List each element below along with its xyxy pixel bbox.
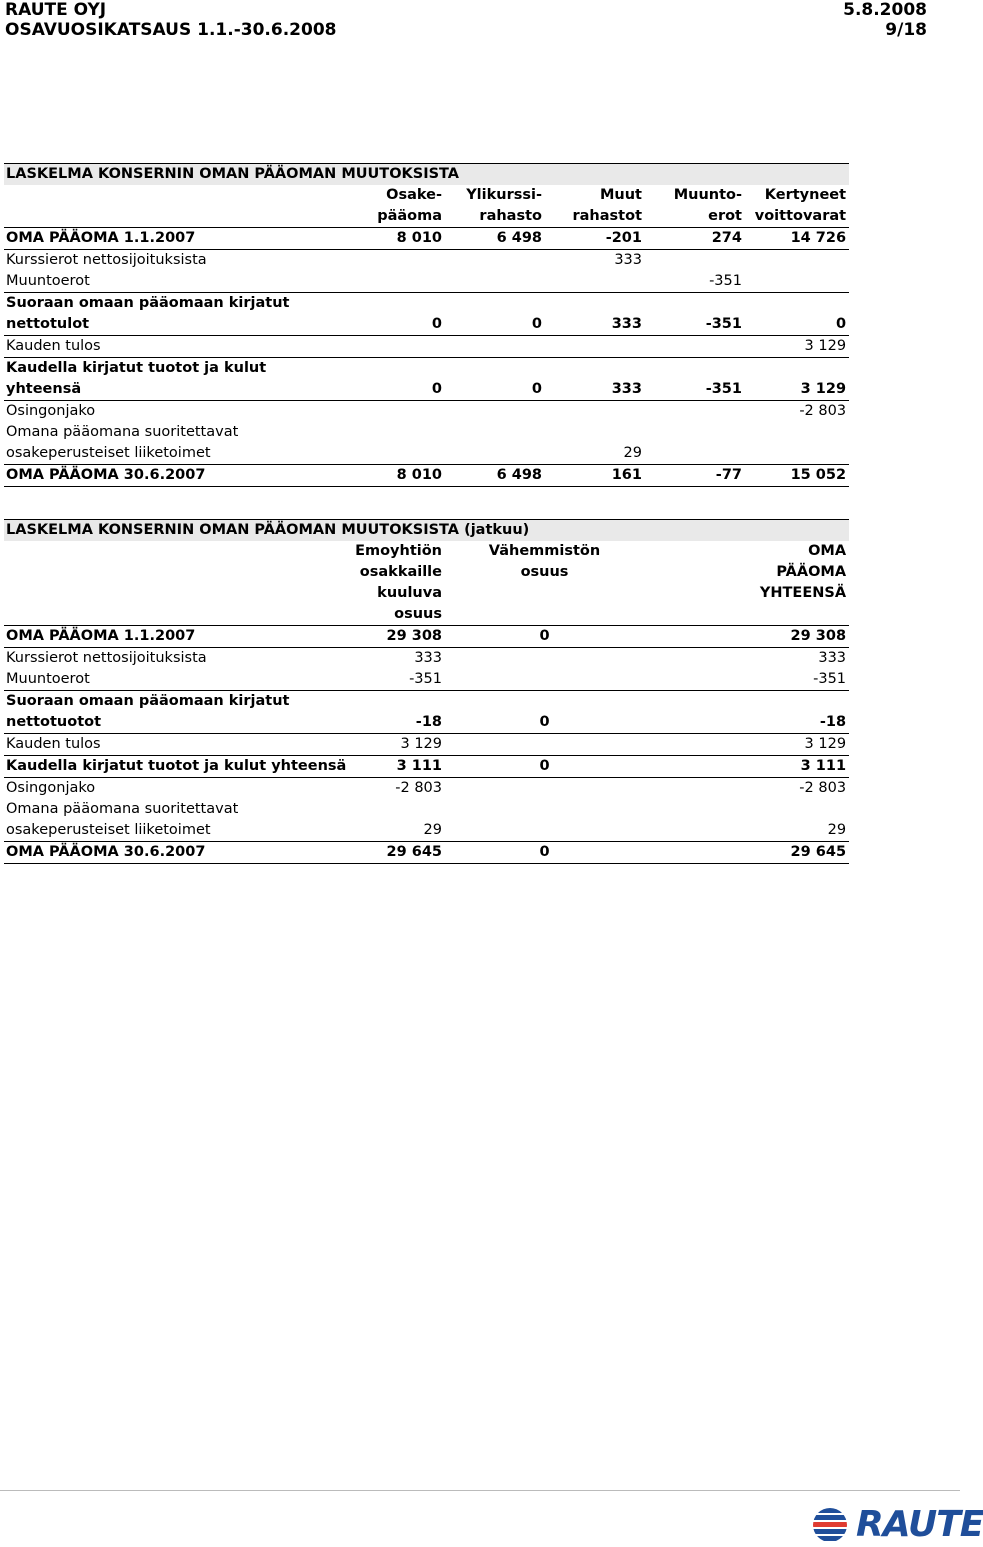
table-cell: -351 — [645, 314, 745, 336]
column-header: PÄÄOMA — [776, 564, 847, 580]
table-cell: -2 803 — [799, 780, 847, 796]
table-cell — [445, 336, 545, 358]
table-cell: 333 — [818, 650, 847, 666]
table-title: LASKELMA KONSERNIN OMAN PÄÄOMAN MUUTOKSISTA (jatkuu) — [4, 520, 849, 542]
row-label: Kurssierot nettosijoituksista — [6, 252, 207, 268]
column-header: erot — [708, 208, 742, 224]
column-header: YHTEENSÄ — [759, 585, 847, 601]
row-label: Muuntoerot — [4, 669, 344, 691]
table-cell — [645, 443, 745, 465]
table-cell — [344, 336, 445, 358]
column-header: pääoma — [377, 208, 442, 224]
table-cell: -201 — [545, 228, 645, 250]
column-header: rahasto — [479, 208, 542, 224]
table-row — [4, 379, 849, 401]
table-cell: 274 — [645, 228, 745, 250]
table-cell: -2 803 — [799, 403, 847, 419]
logo-text: RAUTE — [856, 1504, 983, 1545]
table-cell: 3 129 — [645, 734, 849, 756]
column-header-row — [4, 185, 849, 206]
table-row — [4, 228, 849, 250]
column-header: Ylikurssi- — [466, 187, 542, 203]
table-cell — [445, 778, 645, 800]
table-row — [4, 669, 849, 691]
row-label: Muuntoerot — [4, 271, 344, 293]
table-row — [4, 734, 849, 756]
table-title: LASKELMA KONSERNIN OMAN PÄÄOMAN MUUTOKSISTA — [4, 164, 849, 186]
table-cell — [344, 271, 445, 293]
report-title: OSAVUOSIKATSAUS 1.1.-30.6.2008 — [5, 20, 337, 40]
row-label: Suoraan omaan pääomaan kirjatut — [6, 295, 290, 311]
table-cell: 3 129 — [745, 336, 849, 358]
table-cell — [645, 250, 745, 272]
row-label: OMA PÄÄOMA 30.6.2007 — [4, 842, 344, 864]
row-label: Kaudella kirjatut tuotot ja kulut yhteensä — [4, 756, 344, 778]
table-cell: 29 — [344, 820, 445, 842]
row-label: osakeperusteiset liiketoimet — [4, 820, 344, 842]
row-label: Osingonjako — [6, 403, 96, 419]
table-row — [4, 756, 849, 778]
table-cell: 29 645 — [344, 842, 445, 864]
table-cell: 0 — [445, 626, 645, 648]
column-header: rahastot — [572, 208, 642, 224]
table-cell — [344, 443, 445, 465]
column-header: Kertyneet — [764, 187, 847, 203]
column-header-row — [4, 604, 849, 626]
table-cell: 3 129 — [344, 734, 445, 756]
table-cell: 333 — [614, 252, 642, 268]
table-row — [4, 336, 849, 358]
table-cell — [645, 336, 745, 358]
table-cell: -351 — [645, 669, 849, 691]
table-cell: 333 — [545, 314, 645, 336]
table-cell: 3 111 — [645, 756, 849, 778]
table-cell — [545, 271, 645, 293]
row-label: Kauden tulos — [4, 734, 344, 756]
table-cell: 3 111 — [344, 756, 445, 778]
table-cell — [344, 401, 445, 423]
table-cell — [745, 250, 849, 272]
table-cell — [445, 734, 645, 756]
table-cell: 29 308 — [645, 626, 849, 648]
row-label: OMA PÄÄOMA 30.6.2007 — [4, 465, 344, 487]
table-cell: -351 — [645, 379, 745, 401]
row-label: nettotulot — [4, 314, 344, 336]
table-row — [4, 250, 849, 272]
table-row — [4, 626, 849, 648]
column-header-row — [4, 583, 849, 604]
raute-logo — [808, 1504, 983, 1545]
table-cell: 29 — [645, 820, 849, 842]
table-cell — [545, 336, 645, 358]
column-header: kuuluva — [377, 585, 442, 601]
column-header: Vähemmistön — [488, 543, 601, 559]
page-number: 9/18 — [885, 20, 927, 40]
table-cell: 29 645 — [645, 842, 849, 864]
table-cell: 29 308 — [344, 626, 445, 648]
table-row — [4, 648, 849, 670]
table-cell: 0 — [445, 842, 645, 864]
equity-changes-table — [4, 163, 849, 487]
table-cell — [445, 271, 545, 293]
report-date: 5.8.2008 — [843, 0, 927, 20]
table-cell: 8 010 — [344, 228, 445, 250]
footer-divider — [0, 1490, 960, 1491]
column-header: Osake- — [386, 187, 442, 203]
raute-globe-icon — [810, 1505, 850, 1545]
row-label: osakeperusteiset liiketoimet — [4, 443, 344, 465]
table-cell: -77 — [645, 465, 745, 487]
column-header: Muut — [599, 187, 642, 203]
table-cell: 333 — [545, 379, 645, 401]
table-cell — [745, 271, 849, 293]
table-cell — [745, 443, 849, 465]
table-cell: 0 — [344, 314, 445, 336]
table-cell: 0 — [445, 314, 545, 336]
table-row — [4, 358, 849, 380]
table-cell — [344, 250, 445, 272]
table-title-row — [4, 164, 849, 186]
table-cell: 161 — [545, 465, 645, 487]
row-label: nettotuotot — [4, 712, 344, 734]
table-row — [4, 401, 849, 423]
table-cell — [445, 443, 545, 465]
row-label: OMA PÄÄOMA 1.1.2007 — [4, 626, 344, 648]
equity-changes-continued-table — [4, 519, 849, 864]
table-title-row — [4, 520, 849, 542]
table-cell: 6 498 — [445, 465, 545, 487]
column-header-row — [4, 206, 849, 228]
table-cell: 6 498 — [445, 228, 545, 250]
table-row — [4, 820, 849, 842]
row-label: yhteensä — [4, 379, 344, 401]
column-header: Emoyhtiön — [355, 543, 442, 559]
column-header: voittovarat — [754, 208, 847, 224]
table-row — [4, 314, 849, 336]
table-row — [4, 712, 849, 734]
table-row — [4, 842, 849, 864]
table-cell — [645, 401, 745, 423]
table-row — [4, 443, 849, 465]
table-cell — [445, 648, 645, 670]
table-cell — [545, 401, 645, 423]
row-label: Kurssierot nettosijoituksista — [6, 650, 207, 666]
column-header: OMA — [808, 543, 847, 559]
column-header-row — [4, 541, 849, 562]
table-cell: 0 — [445, 756, 645, 778]
table-cell: -2 803 — [395, 780, 442, 796]
column-header-row — [4, 562, 849, 583]
table-cell: -351 — [344, 669, 445, 691]
table-cell — [445, 401, 545, 423]
table-row — [4, 691, 849, 713]
table-cell: 0 — [745, 314, 849, 336]
row-label: Kauden tulos — [4, 336, 344, 358]
table-cell: 29 — [545, 443, 645, 465]
table-cell — [445, 669, 645, 691]
company-name: RAUTE OYJ — [5, 0, 107, 20]
table-cell: 8 010 — [344, 465, 445, 487]
table-cell: 0 — [445, 712, 645, 734]
table-cell: 333 — [414, 650, 442, 666]
table-row — [4, 465, 849, 487]
table-cell — [445, 820, 645, 842]
row-label: Kaudella kirjatut tuotot ja kulut — [6, 360, 267, 376]
row-label: Omana pääomana suoritettavat — [6, 801, 239, 817]
table-row — [4, 778, 849, 800]
column-header: osuus — [520, 564, 569, 580]
table-cell — [445, 250, 545, 272]
column-header: osuus — [394, 606, 442, 622]
row-label: Suoraan omaan pääomaan kirjatut — [6, 693, 290, 709]
document-header-left — [5, 0, 336, 40]
table-row — [4, 293, 849, 315]
table-cell: -351 — [645, 271, 745, 293]
column-header: Muunto- — [673, 187, 742, 203]
table-cell: 15 052 — [745, 465, 849, 487]
column-header: osakkaille — [359, 564, 442, 580]
table-row — [4, 799, 849, 820]
table-cell: -18 — [645, 712, 849, 734]
row-label: OMA PÄÄOMA 1.1.2007 — [4, 228, 344, 250]
table-cell: 14 726 — [745, 228, 849, 250]
table-cell: 0 — [445, 379, 545, 401]
table-row — [4, 422, 849, 443]
row-label: Osingonjako — [6, 780, 96, 796]
table-cell: 3 129 — [745, 379, 849, 401]
table-row — [4, 271, 849, 293]
table-cell: -18 — [344, 712, 445, 734]
document-header-right — [843, 0, 927, 40]
row-label: Omana pääomana suoritettavat — [6, 424, 239, 440]
table-cell: 0 — [344, 379, 445, 401]
